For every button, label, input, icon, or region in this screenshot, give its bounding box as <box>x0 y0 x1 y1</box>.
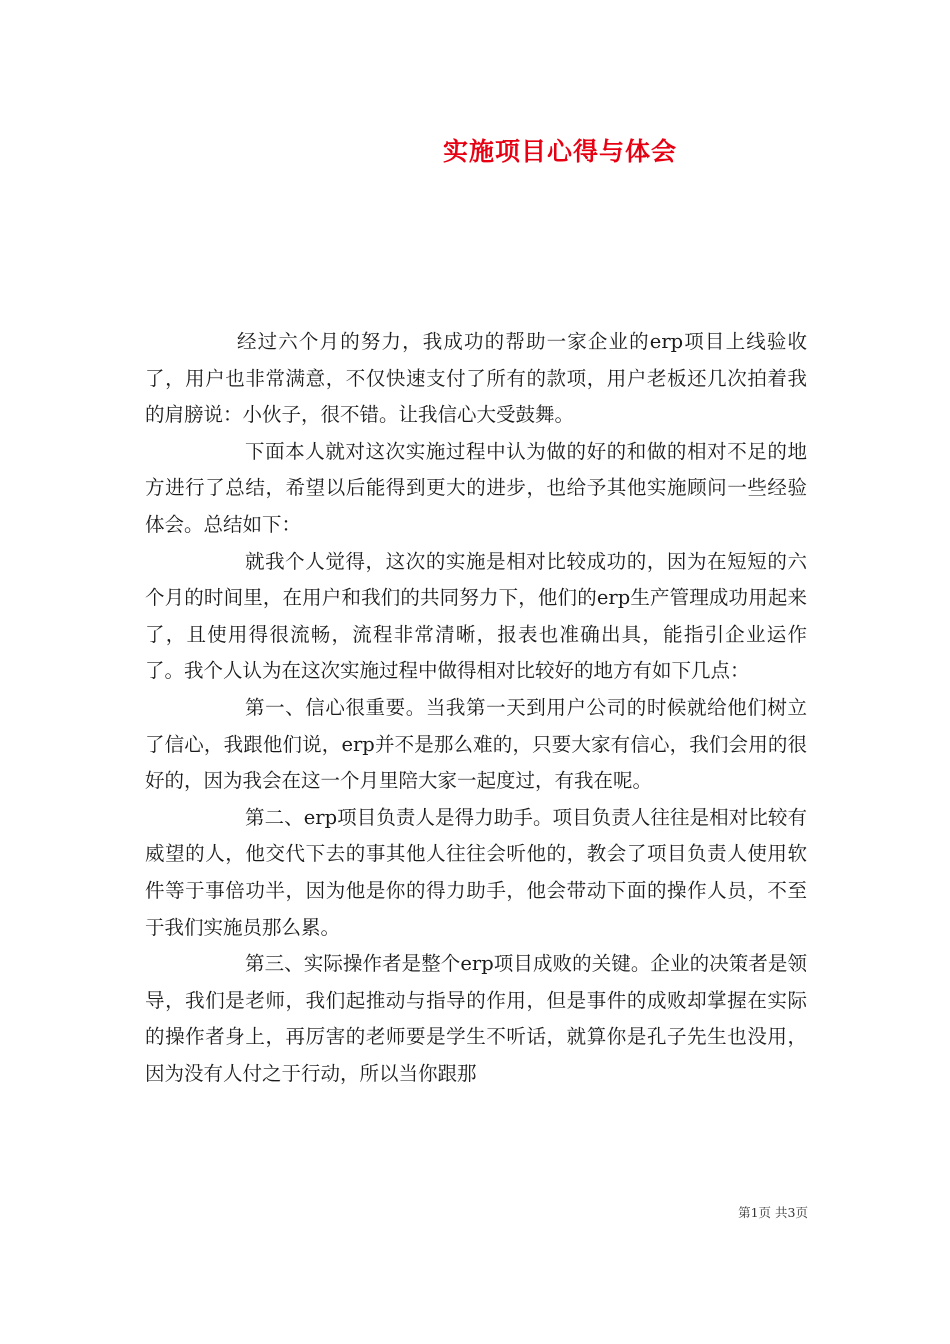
paragraph-overview: 就我个人觉得，这次的实施是相对比较成功的，因为在短短的六个月的时间里，在用户和我们的共同努力下，他们的erp生产管理成功用起来了，且使用得很流畅，流程非常清晰，报表也准确出具，能指引企业运作了。我个人认为在这次实施过程中做得相对比较好的地方有如下几点： <box>145 549 807 683</box>
paragraph-point-one: 第一、信心很重要。当我第一天到用户公司的时候就给他们树立了信心，我跟他们说，erp并不是那么难的，只要大家有信心，我们会用的很好的，因为我会在这一个月里陪大家一起度过，有我在呢。 <box>145 695 807 793</box>
paragraph-summary-intro: 下面本人就对这次实施过程中认为做的好的和做的相对不足的地方进行了总结，希望以后能得到更大的进步，也给予其他实施顾问一些经验体会。总结如下： <box>145 439 807 536</box>
document-title: 实施项目心得与体会 <box>442 137 677 166</box>
document-body <box>145 324 807 1092</box>
paragraph-point-three: 第三、实际操作者是整个erp项目成败的关键。企业的决策者是领导，我们是老师，我们起推动与指导的作用，但是事件的成败却掌握在实际的操作者身上，再厉害的老师要是学生不听话，就算你是孔子先生也没用，因为没有人付之于行动，所以当你跟那 <box>145 952 807 1085</box>
paragraph-intro: 经过六个月的努力，我成功的帮助一家企业的erp项目上线验收了，用户也非常满意，不仅快速支付了所有的款项，用户老板还几次拍着我的肩膀说：小伙子，很不错。让我信心大受鼓舞。 <box>145 330 807 427</box>
page-number-footer: 第1页 共3页 <box>738 1205 808 1220</box>
paragraph-point-two: 第二、erp项目负责人是得力助手。项目负责人往往是相对比较有威望的人，他交代下去的事其他人往往会听他的，教会了项目负责人使用软件等于事倍功半，因为他是你的得力助手，他会带动下面的操作人员，不至于我们实施员那么累。 <box>145 805 807 939</box>
